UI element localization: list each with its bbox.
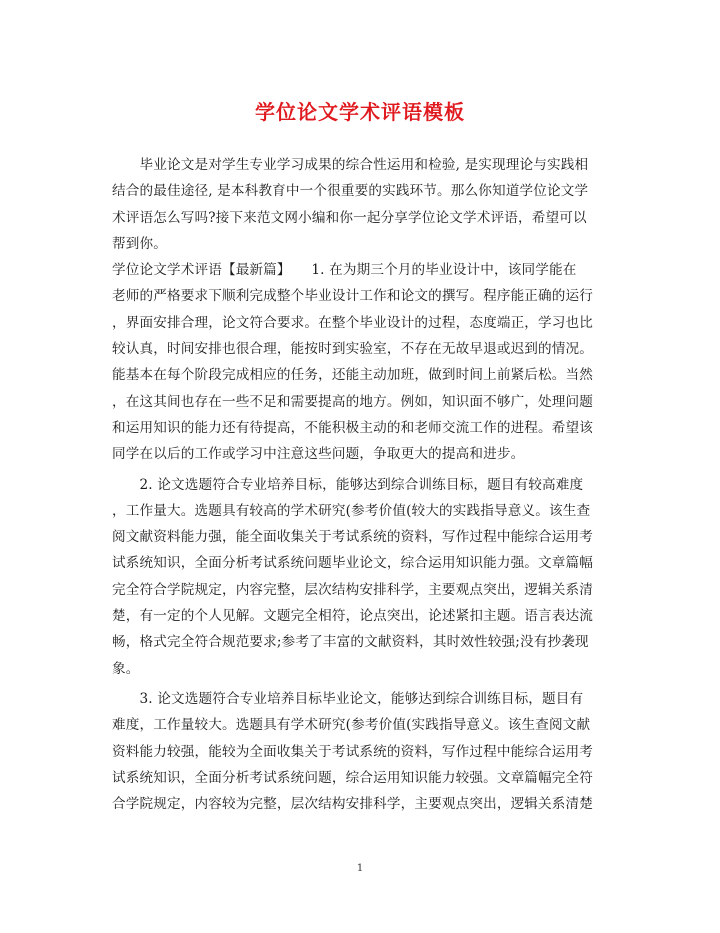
text-line: 同学在以后的工作或学习中注意这些问题，争取更大的提高和进步。: [112, 446, 525, 463]
text-line: 阅文献资料能力强，能全面收集关于考试系统的资料，写作过程中能综合运用考: [112, 529, 594, 546]
text-line: 学位论文学术评语【最新篇】 1. 在为期三个月的毕业设计中，该同学能在: [112, 262, 577, 279]
text-line: 3. 论文选题符合专业培养目标毕业论文，能够达到综合训练目标，题目有: [112, 690, 584, 707]
text-line: 2. 论文选题符合专业培养目标，能够达到综合训练目标，题目有较高难度: [112, 476, 584, 493]
page-number: 1: [356, 863, 364, 874]
text-line: 楚，有一定的个人见解。文题完全相符，论点突出，论述紧扣主题。语言表达流: [112, 608, 594, 625]
text-line: 试系统知识，全面分析考试系统问题，综合运用知识能力较强。文章篇幅完全符: [112, 769, 594, 786]
text-line: 完全符合学院规定，内容完整，层次结构安排科学，主要观点突出，逻辑关系清: [112, 581, 594, 598]
text-line: 资料能力较强，能较为全面收集关于考试系统的资料，写作过程中能综合运用考: [112, 743, 594, 760]
text-line: 象。: [112, 660, 140, 677]
text-line: 老师的严格要求下顺利完成整个毕业设计工作和论文的撰写。程序能正确的运行: [112, 288, 594, 305]
text-line: ，在这其间也存在一些不足和需要提高的地方。例如，知识面不够广，处理问题: [112, 393, 594, 410]
document-title: 学位论文学术评语模板: [255, 100, 465, 124]
document-body: [112, 152, 608, 817]
text-line: 帮到你。: [112, 235, 167, 252]
text-line: 较认真，时间安排也很合理，能按时到实验室，不存在无故早退或迟到的情况。: [112, 341, 594, 358]
text-line: 合学院规定，内容较为完整，层次结构安排科学，主要观点突出，逻辑关系清楚: [112, 796, 594, 813]
text-line: 毕业论文是对学生专业学习成果的综合性运用和检验, 是实现理论与实践相: [112, 157, 589, 173]
text-line: ，界面安排合理，论文符合要求。在整个毕业设计的过程，态度端正，学习也比: [112, 314, 594, 331]
text-line: 试系统知识，全面分析考试系统问题毕业论文，综合运用知识能力强。文章篇幅: [112, 555, 594, 572]
text-line: 术评语怎么写吗?接下来范文网小编和你一起分享学位论文学术评语，希望可以: [112, 209, 587, 226]
text-line: 和运用知识的能力还有待提高，不能积极主动的和老师交流工作的进程。希望该: [112, 419, 594, 436]
text-line: 结合的最佳途径, 是本科教育中一个很重要的实践环节。那么你知道学位论文学: [112, 183, 589, 200]
text-line: 能基本在每个阶段完成相应的任务，还能主动加班，做到时间上前紧后松。当然: [112, 367, 594, 384]
text-line: 畅，格式完全符合规范要求;参考了丰富的文献资料，其时效性较强;没有抄袭现: [112, 634, 589, 651]
text-line: 难度，工作量较大。选题具有学术研究(参考价值(实践指导意义。该生查阅文献: [112, 717, 591, 734]
text-line: ，工作量大。选题具有较高的学术研究(参考价值(较大的实践指导意义。该生查: [112, 502, 591, 519]
